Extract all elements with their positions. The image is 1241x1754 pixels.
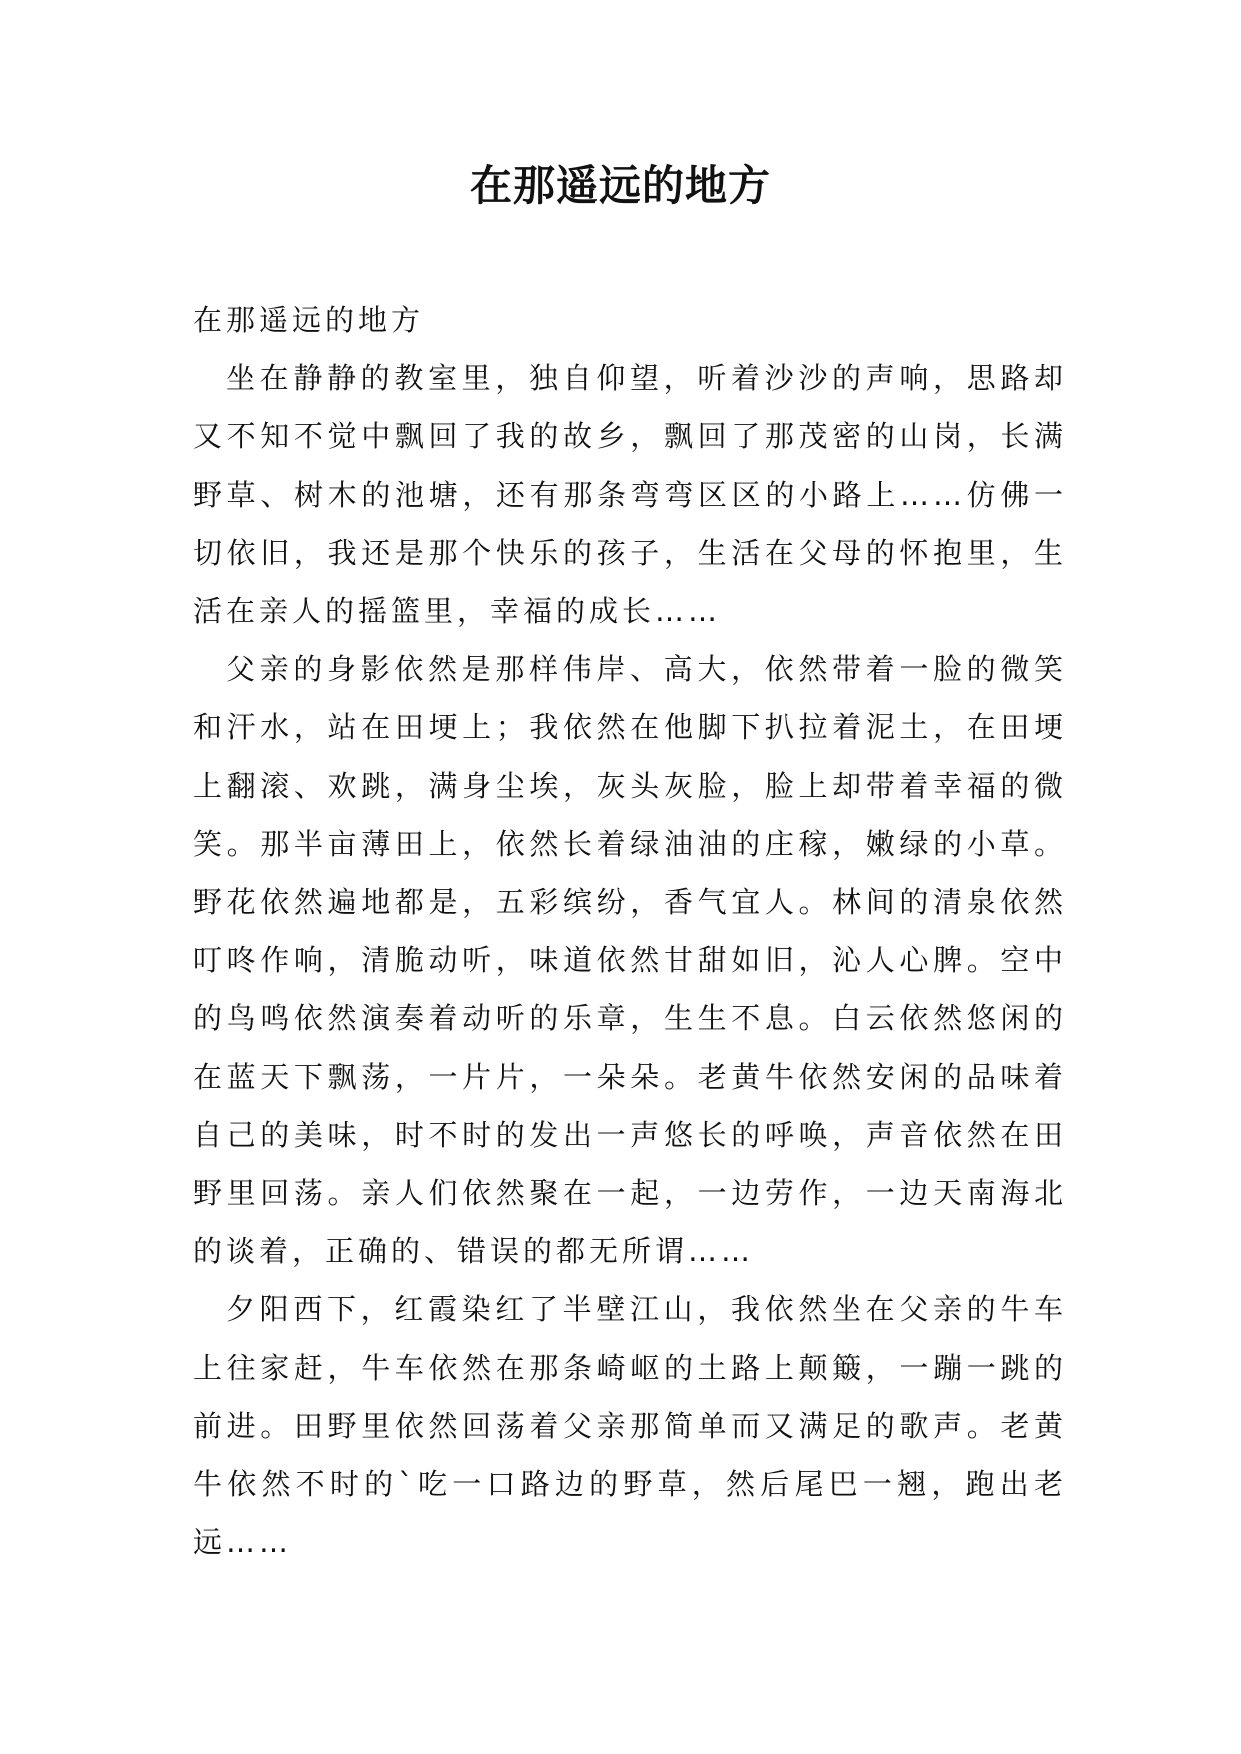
document-title: 在那遥远的地方 bbox=[469, 161, 771, 210]
paragraph-3: 夕阳西下，红霞染红了半壁江山，我依然坐在父亲的牛车上往家赶，牛车依然在那条崎岖的土路上颠簸，一蹦一跳的前进。田野里依然回荡着父亲那简单而又满足的歌声。老黄牛依然不时的`吃一口路边的野草，然后尾巴一翘，跑出老远…… bbox=[193, 1292, 1067, 1560]
paragraph-2: 父亲的身影依然是那样伟岸、高大，依然带着一脸的微笑和汗水，站在田埂上；我依然在他脚下扒拉着泥土，在田埂上翻滚、欢跳，满身尘埃，灰头灰脸，脸上却带着幸福的微笑。那半亩薄田上，依然长着绿油油的庄稼，嫩绿的小草。野花依然遍地都是，五彩缤纷，香气宜人。林间的清泉依然叮咚作响，清脆动听，味道依然甘甜如旧，沁人心脾。空中的鸟鸣依然演奏着动听的乐章，生生不息。白云依然悠闲的在蓝天下飘荡，一片片，一朵朵。老黄牛依然安闲的品味着自己的美味，时不时的发出一声悠长的呼唤，声音依然在田野里回荡。亲人们依然聚在一起，一边劳作，一边天南海北的谈着，正确的、错误的都无所谓…… bbox=[193, 652, 1067, 1269]
document-body bbox=[193, 291, 1067, 1571]
document-subtitle: 在那遥远的地方 bbox=[193, 303, 425, 337]
paragraph-1: 坐在静静的教室里，独自仰望，听着沙沙的声响，思路却又不知不觉中飘回了我的故乡，飘回了那茂密的山岗，长满野草、树木的池塘，还有那条弯弯区区的小路上……仿佛一切依旧，我还是那个快乐的孩子，生活在父母的怀抱里，生活在亲人的摇篮里，幸福的成长…… bbox=[193, 361, 1067, 629]
